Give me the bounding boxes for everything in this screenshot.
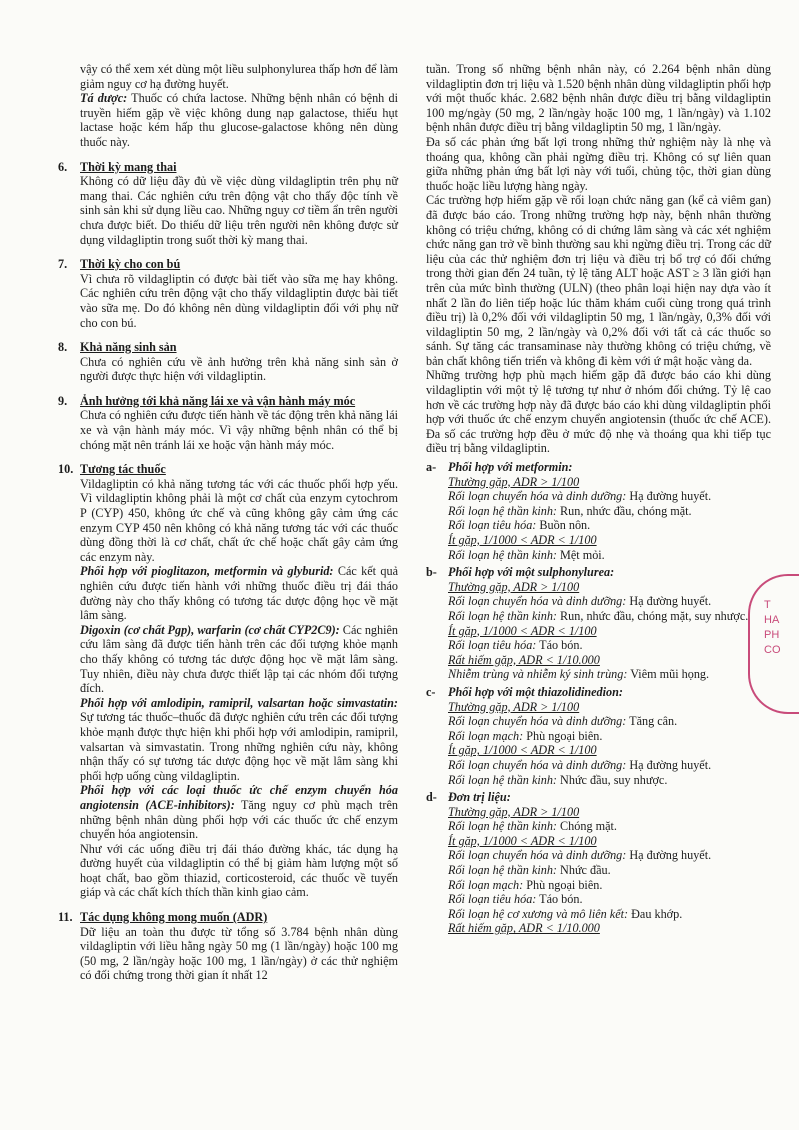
adr-group-title-text: Đơn trị liệu: [448, 790, 511, 805]
adr-group-title [426, 790, 771, 805]
adr-group [426, 460, 771, 562]
interaction-paragraph [58, 623, 398, 696]
adr-item [426, 758, 771, 773]
adr-item-text: Táo bón. [536, 892, 583, 907]
frequency-text: Thường gặp, ADR > 1/100 [448, 804, 580, 819]
interaction-paragraph [58, 564, 398, 622]
section-text: Vì chưa rõ vildagliptin có được bài tiết vào sữa mẹ hay không. Các nghiên cứu trên động vật cho thấy vildagliptin được bài tiết vào sữa mẹ. Do đó không nên dùng vildagliptin đối với phụ nữ cho con bú. [80, 271, 398, 330]
stamp-text: CO [764, 644, 781, 656]
adr-item-label: Rối loạn tiêu hóa: [448, 518, 537, 533]
adr-group [426, 565, 771, 682]
adr-item [426, 638, 771, 653]
adr-item [426, 878, 771, 893]
section-number: 11. [58, 910, 73, 925]
section-title: Tương tác thuốc [80, 462, 166, 477]
excipient-text: Thuốc có chứa lactose. Những bệnh nhân có bệnh di truyền hiếm gặp về việc không dung nạp galactose, thiếu hụt lactase hoặc kém hấp thu glucose-galactose không nên dùng thuốc này. [80, 91, 398, 149]
section-title: Khả năng sinh sản [80, 340, 177, 355]
adr-item-text: Hạ đường huyết. [626, 848, 712, 863]
adr-item [426, 848, 771, 863]
adr-item [426, 863, 771, 878]
adr-item-text: Chóng mặt. [557, 819, 617, 834]
adr-group [426, 685, 771, 787]
stamp-text: HA [764, 614, 780, 626]
adr-paragraph-1: tuần. Trong số những bệnh nhân này, có 2.264 bệnh nhân dùng vildagliptin đơn trị liệu và 1.520 bệnh nhân dùng vildagliptin phối hợp với một thuốc khác. 2.682 bệnh nhân được điều trị bằng vildagliptin 100 mg/ngày (50 mg, 2 lần/ngày hoặc 100 mg, 1 lần/ngày) và 1.102 bệnh nhân được điều trị bằng vildagliptin 50 mg, 1 lần/ngày. [426, 62, 771, 135]
adr-item [426, 729, 771, 744]
frequency-heading [426, 653, 771, 668]
interaction-text: Các nghiên cứu lâm sàng đã được tiến hành trên các đối tượng khỏe mạnh cho thấy không có tương tác dược động học về mặt lâm sàng. Tuy nhiên, điều này chưa được thiết lập tại các nhóm đối tượng đích. [80, 622, 399, 696]
stamp-text: PH [764, 629, 780, 641]
frequency-heading [426, 700, 771, 715]
frequency-heading [426, 475, 771, 490]
adr-item-label: Rối loạn tiêu hóa: [448, 638, 537, 653]
adr-item-text: Đau khớp. [628, 906, 683, 921]
interaction-paragraph [58, 783, 398, 841]
frequency-text: Rất hiếm gặp, ADR < 1/10.000 [448, 921, 600, 936]
section-text: Không có dữ liệu đầy đủ về việc dùng vildagliptin trên phụ nữ mang thai. Các nghiên cứu trên động vật cho thấy độc tính về sinh sản khi sử dụng liều cao. Những nguy cơ tiềm ẩn trên người chưa được biết. Do thiếu dữ liệu trên người nên không được sử dụng vildagliptin trong suốt thời kỳ mang thai. [80, 174, 398, 247]
adr-item-text: Hạ đường huyết. [626, 594, 712, 609]
adr-group-title [426, 685, 771, 700]
adr-item-label: Rối loạn chuyển hóa và dinh dưỡng: [448, 489, 627, 504]
adr-item [426, 518, 771, 533]
adr-group-title [426, 565, 771, 580]
adr-item [426, 504, 771, 519]
section-title: Ảnh hưởng tới khả năng lái xe và vận hành máy móc [80, 393, 356, 408]
excipient-label: Tá dược: [80, 91, 128, 106]
adr-item [426, 667, 771, 682]
section-9 [58, 394, 398, 452]
adr-item-text: Hạ đường huyết. [626, 757, 712, 772]
frequency-text: Ít gặp, 1/1000 < ADR < 1/100 [448, 533, 597, 547]
section-8 [58, 340, 398, 384]
frequency-text: Ít gặp, 1/1000 < ADR < 1/100 [448, 743, 597, 758]
adr-item-text: Run, nhức đầu, chóng mặt. [557, 503, 692, 518]
frequency-heading [426, 533, 771, 548]
interaction-label: Phối hợp với các loại thuốc ức chế enzym chuyển hóa angiotensin (ACE-inhibitors): [80, 783, 398, 812]
section-number: 9. [58, 393, 68, 408]
adr-group-title-text: Phối hợp với một sulphonylurea: [448, 565, 615, 580]
adr-item-label: Rối loạn chuyển hóa và dinh dưỡng: [448, 714, 627, 729]
adr-paragraph-3: Các trường hợp hiếm gặp về rối loạn chức năng gan (kể cả viêm gan) đã được báo cáo. Trong những trường hợp này, bệnh nhân thường không có triệu chứng, không có di chứng lâm sàng và các xét nghiệm chức năng gan trở về bình thường sau khi ngừng điều trị. Trong các dữ liệu của các thử nghiệm đơn trị liệu và điều trị bổ trợ có đối chứng trong thời gian đến 24 tuần, tỷ lệ tăng ALT hoặc AST ≥ 3 lần giới hạn trên của mức bình thường (ULN) (theo phân loại hiện nay dựa vào ít nhất 2 lần đo liên tiếp hoặc lúc thăm khám cuối cùng trong quá trình điều trị) là 0,2% đối với vildagliptin 50 mg, 1 lần/ngày, 0,3% đối với vildagliptin 50 mg, 2 lần/ngày và 0,2% đối với tất cả các thuốc so sánh. Sự tăng các transaminase này thường không có triệu chứng, về bản chất không tiến triển và không đi kèm với ứ mật hoặc vàng da. [426, 193, 771, 368]
section-text: Vildagliptin có khả năng tương tác với các thuốc phối hợp yếu. Vì vildagliptin không phải là một cơ chất của enzym cytochrom P (CYP) 450, không ức chế và cũng không gây cảm ứng các enzym CYP 450 nên không có khả năng tương tác với các thuốc dùng đồng thời là cơ chất, chất ức chế hoặc chất gây cảm ứng các enzym này. [80, 476, 398, 564]
adr-item-label: Rối loạn mạch: [448, 877, 524, 892]
adr-item-label: Rối loạn chuyển hóa và dinh dưỡng: [448, 848, 627, 863]
adr-item-text: Mệt mỏi. [557, 547, 605, 562]
adr-item-text: Táo bón. [536, 638, 583, 653]
section-7 [58, 257, 398, 330]
adr-group-title-text: Phối hợp với metformin: [448, 460, 573, 475]
right-column [426, 62, 771, 936]
adr-item [426, 548, 771, 563]
section-number: 7. [58, 257, 68, 272]
adr-item [426, 609, 771, 624]
adr-item-label: Rối loạn chuyển hóa và dinh dưỡng: [448, 757, 627, 772]
section-text: Chưa có nghiên cứu được tiến hành về tác động trên khả năng lái xe và vận hành máy móc. Vì vậy những bệnh nhân có thể bị chóng mặt nên tránh lái xe hoặc vận hành máy móc. [80, 408, 398, 452]
adr-item [426, 892, 771, 907]
approval-stamp [748, 574, 799, 714]
adr-item-label: Rối loạn hệ thần kinh: [448, 503, 557, 518]
frequency-text: Thường gặp, ADR > 1/100 [448, 474, 580, 489]
stamp-text: T [764, 599, 771, 611]
section-10 [58, 462, 398, 900]
frequency-heading [426, 834, 771, 849]
adr-item [426, 773, 771, 788]
frequency-text: Thường gặp, ADR > 1/100 [448, 699, 580, 714]
interaction-label: Digoxin (cơ chất Pgp), warfarin (cơ chất CYP2C9): [80, 622, 340, 637]
section-number: 8. [58, 340, 68, 355]
adr-paragraph-4: Những trường hợp phù mạch hiếm gặp đã được báo cáo khi dùng vildagliptin với một tỷ lệ tương tự như ở nhóm đối chứng. Tỷ lệ cao hơn về các trường hợp này đã được báo cáo khi dùng vildagliptin phối hợp với thuốc ức chế enzym chuyển angiotensin (thuốc ức chế ACE). Đa số các trường hợp đều ở mức độ nhẹ và thoáng qua khi tiếp tục điều trị bằng vildagliptin. [426, 368, 771, 456]
section-number: 10. [58, 462, 74, 477]
adr-item-text: Tăng cân. [626, 714, 678, 729]
frequency-text: Ít gặp, 1/1000 < ADR < 1/100 [448, 833, 597, 848]
adr-item-text: Phù ngoại biên. [523, 877, 603, 892]
interaction-label: Phối hợp với pioglitazon, metformin và glyburid: [80, 564, 334, 579]
adr-item-label: Rối loạn hệ thần kinh: [448, 608, 557, 623]
adr-item-label: Rối loạn hệ thần kinh: [448, 547, 557, 562]
adr-group-letter: a- [426, 460, 437, 475]
adr-group-title-text: Phối hợp với một thiazolidinedion: [448, 684, 623, 699]
adr-item-label: Rối loạn mạch: [448, 728, 524, 743]
adr-group-letter: d- [426, 790, 437, 805]
frequency-heading [426, 580, 771, 595]
section-number: 6. [58, 159, 68, 174]
adr-group-letter: b- [426, 565, 437, 580]
section-6 [58, 160, 398, 248]
adr-item-label: Rối loạn hệ thần kinh: [448, 819, 557, 834]
frequency-text: Ít gặp, 1/1000 < ADR < 1/100 [448, 623, 597, 638]
adr-groups [426, 460, 771, 936]
frequency-heading [426, 743, 771, 758]
adr-item-text: Run, nhức đầu, chóng mặt, suy nhược. [557, 608, 749, 623]
frequency-heading [426, 624, 771, 639]
adr-item-label: Rối loạn hệ cơ xương và mô liên kết: [448, 906, 629, 921]
adr-item-label: Rối loạn tiêu hóa: [448, 892, 537, 907]
adr-group-letter: c- [426, 684, 436, 699]
frequency-heading [426, 805, 771, 820]
intro-paragraph: vậy có thể xem xét dùng một liều sulphonylurea thấp hơn để làm giảm nguy cơ hạ đường huyết. [80, 62, 398, 91]
adr-item [426, 489, 771, 504]
frequency-text: Rất hiếm gặp, ADR < 1/10.000 [448, 652, 600, 667]
section-text: Chưa có nghiên cứu về ảnh hưởng trên khả năng sinh sản ở người được thực hiện với vildagliptin. [80, 354, 398, 384]
adr-item [426, 594, 771, 609]
section-title: Thời kỳ cho con bú [80, 257, 181, 272]
interaction-paragraph [58, 696, 398, 784]
excipient-paragraph [58, 91, 398, 149]
frequency-heading [426, 921, 771, 936]
adr-item-label: Rối loạn hệ thần kinh: [448, 772, 557, 787]
interaction-text: Tăng nguy cơ phù mạch trên những bệnh nhân dùng phối hợp với các thuốc ức chế enzym chuyển hóa angiotensin. [80, 797, 398, 842]
adr-group [426, 790, 771, 936]
frequency-text: Thường gặp, ADR > 1/100 [448, 579, 580, 594]
interaction-label: Phối hợp với amlodipin, ramipril, valsartan hoặc simvastatin: [80, 695, 398, 710]
adr-item-text: Nhức đầu, suy nhược. [557, 772, 668, 787]
interaction-text: Các kết quả nghiên cứu được tiến hành với những thuốc điều trị đái tháo đường này cho thấy không có tương tác dược động học về mặt lâm sàng. [80, 564, 398, 623]
adr-item [426, 714, 771, 729]
section-title: Tác dụng không mong muốn (ADR) [80, 910, 268, 925]
adr-group-title [426, 460, 771, 475]
section-text: Dữ liệu an toàn thu được từ tổng số 3.784 bệnh nhân dùng vildagliptin với liều hằng ngày 50 mg (1 lần/ngày) hoặc 100 mg (50 mg, 2 lần/ngày hoặc 100 mg, 1 lần/ngày) ở các thử nghiệm có đối chứng trong thời gian ít nhất 12 [80, 924, 398, 983]
adr-item-text: Viêm mũi họng. [627, 667, 710, 682]
adr-item-text: Buồn nôn. [536, 518, 591, 533]
adr-item [426, 819, 771, 834]
left-column [58, 62, 398, 983]
adr-item-text: Hạ đường huyết. [626, 489, 712, 504]
interaction-paragraph: Như với các uống điều trị đái tháo đường khác, tác dụng hạ đường huyết của vildagliptin có thể bị giảm hàm lượng một số hoạt chất, bao gồm thiazid, corticosteroid, các thuốc về tuyến giáp và các chất kích thích thần kinh giao cảm. [80, 841, 398, 900]
adr-item-label: Rối loạn chuyển hóa và dinh dưỡng: [448, 594, 627, 609]
interaction-text: Sự tương tác thuốc–thuốc đã được nghiên cứu trên các đối tượng khỏe mạnh được thực hiện khi phối hợp với amlodipin, ramipril, valsartan và simvastatin. Trong những nghiên cứu này, không nhận thấy có sự tương tác dược động học về mặt lâm sàng khi phối hợp uống cùng vildagliptin. [80, 710, 398, 783]
adr-item-label: Nhiễm trùng và nhiễm ký sinh trùng: [448, 667, 628, 682]
section-title: Thời kỳ mang thai [80, 159, 177, 174]
adr-item-text: Nhức đầu. [557, 863, 611, 878]
adr-item-text: Phù ngoại biên. [523, 728, 603, 743]
adr-item [426, 907, 771, 922]
adr-item-label: Rối loạn hệ thần kinh: [448, 863, 557, 878]
section-11 [58, 910, 398, 983]
adr-paragraph-2: Đa số các phản ứng bất lợi trong những thử nghiệm này là nhẹ và thoáng qua, không cần phải ngừng điều trị. Không có sự liên quan giữa những phản ứng bất lợi này với tuổi, chủng tộc, thời gian dùng thuốc hoặc liều lượng hàng ngày. [426, 134, 771, 193]
